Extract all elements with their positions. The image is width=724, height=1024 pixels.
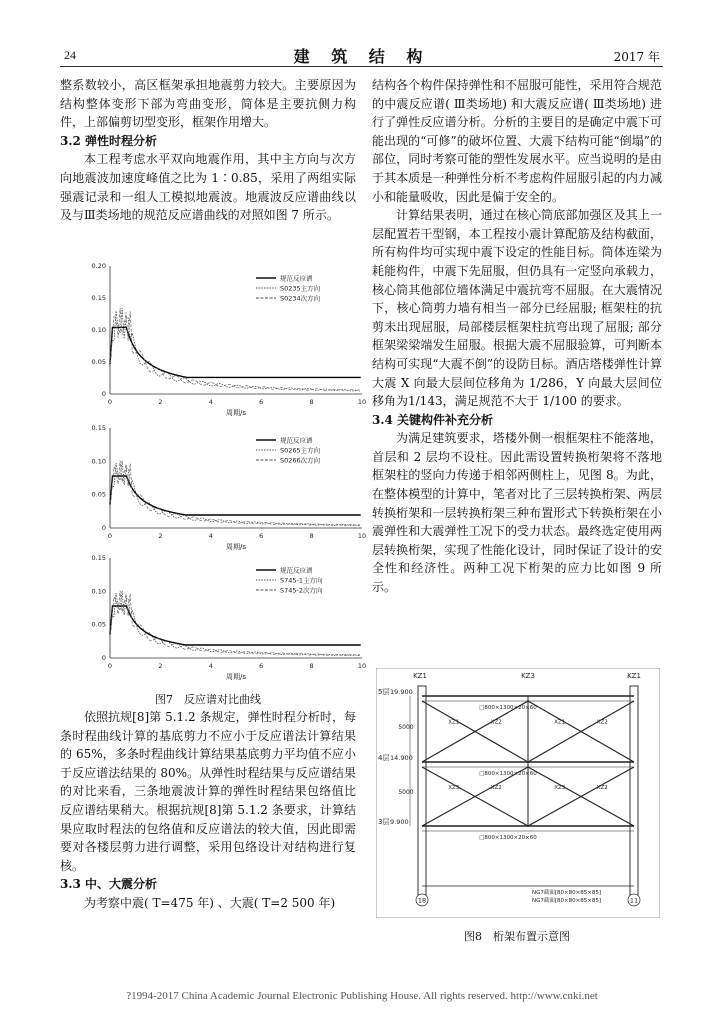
paragraph: 为考察中震( T=475 年) 、大震( T=2 500 年) xyxy=(84,895,336,910)
secondary-direction-line xyxy=(110,461,360,526)
section-heading: 3.4 关键构件补充分析 xyxy=(372,412,494,427)
x-tick-label: 6 xyxy=(259,532,264,540)
section-heading: 3.3 中、大震分析 xyxy=(60,877,158,892)
level-elevation: 19.900 xyxy=(390,688,413,696)
left-column-top xyxy=(60,76,356,225)
paragraph: 依照抗规[8]第 5.1.2 条规定，弹性时程分析时，每条时程曲线计算的基底剪力不应小于反应谱法计算结果的 65%，多条时程曲线计算结果基底剪力平均值不应小于反应谱法结果的 80%。从弹性时程结果与反应谱结果的对比来看，三条地震波计算的弹性时程结果包络值比反应谱结果稍大。根据抗规[8]第 5.1.2 条要求，计算结果应取时程法的包络值和反应谱法的较大值，因此即需要对各楼层剪力进行调整，采用包络设计对结构进行复核。 xyxy=(60,710,356,873)
paragraph: 本工程考虑水平双向地震作用，其中主方向与次方向地震波加速度峰值之比为 1∶0.85，采用了两组实际强震记录和一组人工模拟地震波。地震波反应谱曲线以及与Ⅲ类场地的规范反应谱曲线的对照如图 7 所示。 xyxy=(60,152,356,223)
y-tick-label: 0 xyxy=(101,654,106,662)
y-tick-label: 0.10 xyxy=(91,326,106,334)
brace-label: XZ3 xyxy=(554,784,566,791)
beam-label: □800×1300×20×60 xyxy=(479,771,537,777)
x-tick-label: 4 xyxy=(208,532,213,540)
y-tick-label: 0.10 xyxy=(91,587,106,596)
figure-8-truss-layout xyxy=(376,668,660,918)
level-label: 3层 xyxy=(378,818,390,826)
main-direction-line xyxy=(110,308,360,391)
x-tick-label: 2 xyxy=(158,662,163,670)
figure-7-response-spectra xyxy=(70,258,370,698)
x-tick-label: 10 xyxy=(357,532,367,540)
y-tick-label: 0.05 xyxy=(91,358,106,366)
x-tick-label: 2 xyxy=(158,532,163,540)
code-spectrum-line xyxy=(110,327,361,377)
page-header xyxy=(0,44,724,66)
brace-label: XZ2 xyxy=(490,719,502,726)
column-outline xyxy=(418,686,426,896)
code-spectrum-line xyxy=(110,476,361,515)
main-direction-line xyxy=(110,461,360,526)
y-tick-label: 0.05 xyxy=(91,490,106,499)
legend-label: S0266次方向 xyxy=(280,456,321,465)
level-elevation: 9.900 xyxy=(390,818,409,826)
legend-label: S0265主方向 xyxy=(280,446,321,455)
x-axis-label: 周期/s xyxy=(225,409,247,417)
section-note: NG7截面[80×80×85×85] xyxy=(532,890,601,896)
secondary-direction-line xyxy=(110,591,360,656)
journal-year: 2017 年 xyxy=(613,50,660,64)
column-label: KZ1 xyxy=(413,672,427,680)
level-label: 4层 xyxy=(378,754,390,762)
legend-label: S745-1主方向 xyxy=(280,576,323,585)
level-label: 5层 xyxy=(378,688,390,696)
spectrum-panel xyxy=(92,262,367,417)
brace-label: XZ2 xyxy=(490,784,502,791)
x-tick-label: 4 xyxy=(208,398,213,406)
journal-title: 建 筑 结 构 xyxy=(293,47,431,66)
x-tick-label: 8 xyxy=(309,532,314,540)
left-column-bottom xyxy=(60,708,356,913)
x-tick-label: 4 xyxy=(208,662,213,670)
page-number: 24 xyxy=(64,48,76,62)
y-tick-label: 0.10 xyxy=(91,457,106,466)
y-tick-label: 0.15 xyxy=(91,554,106,562)
brace-label: XZ3 xyxy=(448,784,460,791)
legend-label: 规范反应谱 xyxy=(280,566,313,575)
paragraph: 为满足建筑要求，塔楼外侧一根框架柱不能落地，首层和 2 层均不设柱。因此需设置转换桁架将不落地框架柱的竖向力传递于相邻两侧柱上，见图 8。为此，在整体模型的计算中，笔者对比了三层转换桁架、两层转换桁架和一层转换桁架三种布置形式下转换桁架在小震弹性和大震弹性工况下的受力状态。最终选定使用两层转换桁架，实现了性能化设计，同时保证了设计的安全性和经济性。两种工况下桁架的应力比如图 9 所示。 xyxy=(372,431,662,595)
legend-label: S0235主方向 xyxy=(280,284,321,293)
x-tick-label: 2 xyxy=(158,398,163,406)
x-axis-label: 周期/s xyxy=(225,673,247,681)
y-tick-label: 0.20 xyxy=(91,262,106,270)
right-column xyxy=(372,76,662,597)
y-tick-label: 0.15 xyxy=(91,424,106,432)
figure-7-caption: 图7 反应谱对比曲线 xyxy=(155,693,261,706)
x-tick-label: 8 xyxy=(309,398,314,406)
axis-label: 11 xyxy=(629,896,639,905)
brace-label: XZ2 xyxy=(596,784,608,791)
figure-8-caption: 图8 桁架布置示意图 xyxy=(464,930,570,943)
brace-label: XZ1 xyxy=(554,719,566,726)
legend-label: S745-2次方向 xyxy=(280,586,323,595)
x-tick-label: 0 xyxy=(107,662,113,670)
header-rule xyxy=(60,66,663,67)
x-tick-label: 6 xyxy=(259,398,264,406)
copyright-footer: ?1994-2017 China Academic Journal Electronic Publishing House. All rights reserved. http://www.cnki.net xyxy=(126,990,598,1002)
legend-label: 规范反应谱 xyxy=(280,436,313,445)
x-axis-label: 周期/s xyxy=(225,543,247,551)
y-tick-label: 0.05 xyxy=(91,620,106,629)
column-label: KZ3 xyxy=(521,672,535,680)
section-heading: 3.2 弹性时程分析 xyxy=(60,133,158,148)
x-tick-label: 10 xyxy=(357,662,367,670)
x-tick-label: 8 xyxy=(309,662,314,670)
level-elevation: 14.900 xyxy=(390,754,413,762)
column-label: KZ1 xyxy=(627,672,641,680)
spectrum-panel xyxy=(92,554,367,681)
legend-label: 规范反应谱 xyxy=(280,274,313,283)
brace-label: XZ2 xyxy=(596,719,608,726)
dimension-label: 5000 xyxy=(398,789,414,796)
section-note: NG7截面[80×80×85×85] xyxy=(532,898,601,904)
x-tick-label: 0 xyxy=(107,398,113,406)
y-tick-label: 0.15 xyxy=(91,294,106,302)
main-direction-line xyxy=(110,591,360,656)
spectrum-panel xyxy=(92,424,367,551)
paragraph: 整系数较小，高区框架承担地震剪力较大。主要原因为结构整体变形下部为弯曲变形，简体是主要抗侧力构件，上部偏剪切型变形，框架作用增大。 xyxy=(60,78,356,130)
paragraph: 结构各个构件保持弹性和不屈服可能性，采用符合规范的中震反应谱( Ⅲ类场地) 和大震反应谱( Ⅲ类场地) 进行了弹性反应谱分析。分析的主要目的是确定中震下可能出现的“可修”的破坏位置、大震下结构可能“倒塌”的部位，同时考察可能的塑性发展水平。应当说明的是由于其本质是一种弹性分析不考虑构件屈服引起的内力减小和能量吸收，因此是偏于安全的。 xyxy=(372,78,662,204)
code-spectrum-line xyxy=(110,606,361,645)
axis-label: 18 xyxy=(417,896,427,905)
x-tick-label: 0 xyxy=(107,532,113,540)
beam-label: □800×1300×20×60 xyxy=(479,835,537,841)
brace-label: XZ1 xyxy=(448,719,460,726)
x-tick-label: 6 xyxy=(259,662,264,670)
dimension-label: 5000 xyxy=(398,724,414,731)
column-outline xyxy=(630,686,638,896)
x-tick-label: 10 xyxy=(357,398,367,406)
legend-label: S0234次方向 xyxy=(280,294,321,303)
secondary-direction-line xyxy=(110,308,360,391)
y-tick-label: 0 xyxy=(101,390,106,398)
paragraph: 计算结果表明，通过在核心筒底部加强区及其上一层配置若干型钢，本工程按小震计算配筋及结构截面，所有构件均可实现中震下设定的性能目标。筒体连梁为耗能构件，中震下先屈服，但仍具有一定竖向承载力，核心筒其他部位墙体满足中震抗弯不屈服。在大震情况下，核心筒剪力墙有相当一部分已经屈服; 框架柱的抗剪未出现屈服，局部楼层框架柱抗弯出现了屈服; 部分框架梁梁端发生屈服。根据大震不屈服验算，可判断本结构可实现“大震不倒”的设防目标。酒店塔楼弹性计算大震 X 向最大层间位移角为 1/286，Y 向最大层间位移角为1/143，满足规范不大于 1/100 的要求。 xyxy=(372,208,662,409)
beam-label: □800×1300×20×60 xyxy=(479,705,537,711)
y-tick-label: 0 xyxy=(101,524,106,532)
